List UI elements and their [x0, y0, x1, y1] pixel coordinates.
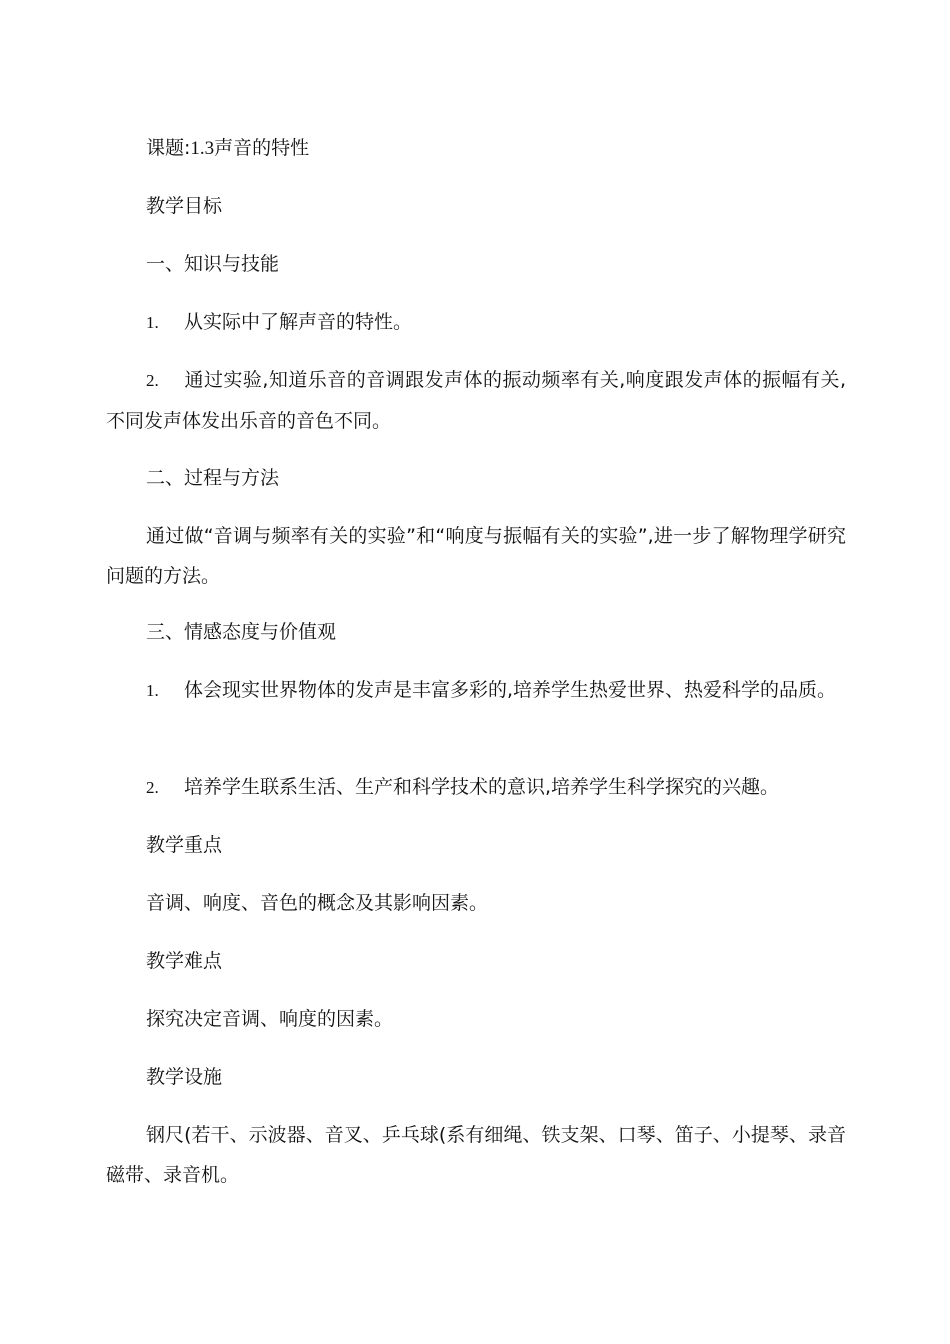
- list-text: 体会现实世界物体的发声是丰富多彩的,培养学生热爱世界、热爱科学的品质。: [184, 679, 837, 701]
- key-points-heading: 教学重点: [146, 834, 223, 856]
- list-number: 1.: [146, 313, 159, 332]
- facilities-heading: 教学设施: [146, 1066, 223, 1088]
- list-number: 2.: [146, 371, 159, 390]
- part3-item2: [106, 767, 886, 808]
- part1-item2: [106, 360, 846, 441]
- list-text: 培养学生联系生活、生产和科学技术的意识,培养学生科学探究的兴趣。: [184, 776, 780, 798]
- part3-item1: [106, 670, 846, 711]
- part3-heading: 三、情感态度与价值观: [146, 621, 337, 643]
- part1-heading: 一、知识与技能: [146, 253, 280, 275]
- facilities-paragraph: 钢尺(若干、示波器、音叉、乒乓球(系有细绳、铁支架、口琴、笛子、小提琴、录音磁带、录音机。: [106, 1124, 846, 1186]
- list-number: 2.: [146, 778, 159, 797]
- part1-item1: [106, 302, 886, 343]
- part2-heading: 二、过程与方法: [146, 467, 280, 489]
- list-text: 通过实验,知道乐音的音调跟发声体的振动频率有关,响度跟发声体的振幅有关,不同发声体发出乐音的音色不同。: [106, 369, 846, 432]
- list-number: 1.: [146, 681, 159, 700]
- lesson-title-label: 课题:: [146, 137, 191, 159]
- lesson-number: 1.3: [190, 138, 215, 159]
- lesson-title: [106, 128, 886, 169]
- key-points-text: 音调、响度、音色的概念及其影响因素。: [146, 892, 489, 914]
- lesson-title-text: 声音的特性: [214, 137, 310, 159]
- list-text: 从实际中了解声音的特性。: [184, 311, 413, 333]
- difficulties-heading: 教学难点: [146, 950, 223, 972]
- difficulties-text: 探究决定音调、响度的因素。: [146, 1008, 394, 1030]
- part2-paragraph: 通过做“音调与频率有关的实验”和“响度与振幅有关的实验”,进一步了解物理学研究问题的方法。: [106, 525, 846, 587]
- objectives-heading: 教学目标: [146, 195, 223, 217]
